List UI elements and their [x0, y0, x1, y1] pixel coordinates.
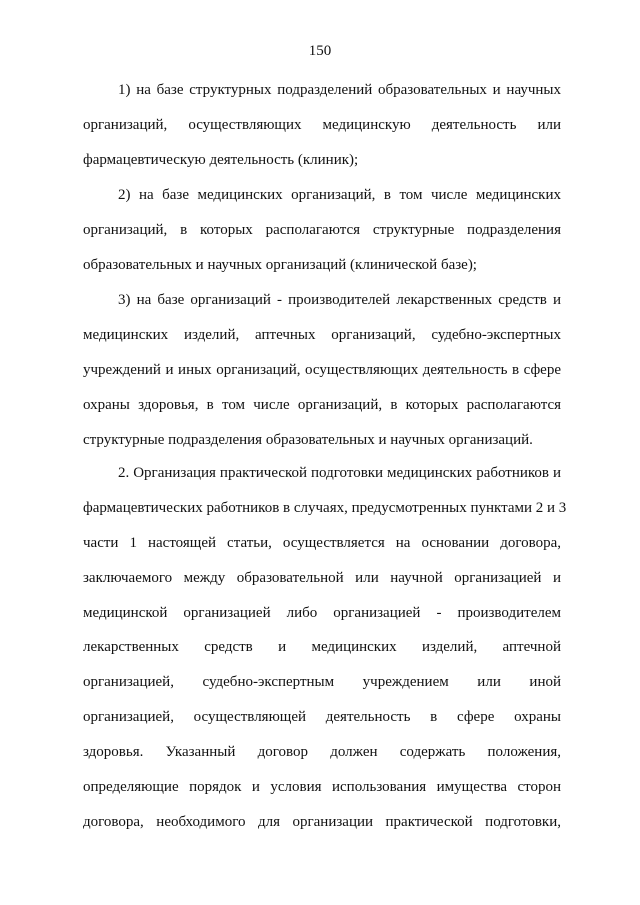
- text-line: фармацевтических работников в случаях, предусмотренных пунктами 2 и 3: [83, 499, 567, 516]
- text-line: образовательных и научных организаций (клинической базе);: [83, 256, 477, 273]
- text-line: медицинских изделий, аптечных организаций, судебно-экспертных: [83, 326, 561, 343]
- text-line: учреждений и иных организаций, осуществляющих деятельность в сфере: [83, 361, 561, 378]
- paragraph-item-3: [83, 283, 561, 457]
- text-line: 2) на базе медицинских организаций, в том числе медицинских: [118, 187, 561, 203]
- text-line: лекарственных средств и медицинских изделий, аптечной: [83, 639, 561, 656]
- text-line: части 1 настоящей статьи, осуществляется на основании договора,: [83, 534, 561, 551]
- page-number: 150: [308, 43, 332, 59]
- text-line: организацией, судебно-экспертным учреждением или иной: [83, 674, 561, 691]
- text-line: заключаемого между образовательной или научной организацией и: [83, 569, 561, 586]
- text-line: фармацевтическую деятельность (клиник);: [83, 151, 359, 168]
- text-line: организацией, осуществляющей деятельность в сфере охраны: [83, 709, 561, 726]
- text-line: организаций, в которых располагаются структурные подразделения: [83, 221, 561, 238]
- paragraph-section-2: [83, 456, 567, 840]
- text-line: 2. Организация практической подготовки медицинских работников и: [118, 465, 561, 481]
- text-line: договора, необходимого для организации практической подготовки,: [83, 813, 561, 830]
- paragraph-item-1: [83, 73, 561, 178]
- text-line: определяющие порядок и условия использования имущества сторон: [83, 779, 561, 796]
- text-line: 1) на базе структурных подразделений образовательных и научных: [118, 82, 561, 98]
- text-line: организаций, осуществляющих медицинскую деятельность или: [83, 116, 561, 133]
- text-line: здоровья. Указанный договор должен содержать положения,: [83, 744, 561, 761]
- text-line: структурные подразделения образовательных и научных организаций.: [83, 431, 533, 448]
- text-line: охраны здоровья, в том числе организаций, в которых располагаются: [83, 396, 561, 413]
- text-line: 3) на базе организаций - производителей лекарственных средств и: [118, 292, 561, 308]
- paragraph-item-2: [83, 178, 561, 283]
- text-line: медицинской организацией либо организацией - производителем: [83, 604, 561, 621]
